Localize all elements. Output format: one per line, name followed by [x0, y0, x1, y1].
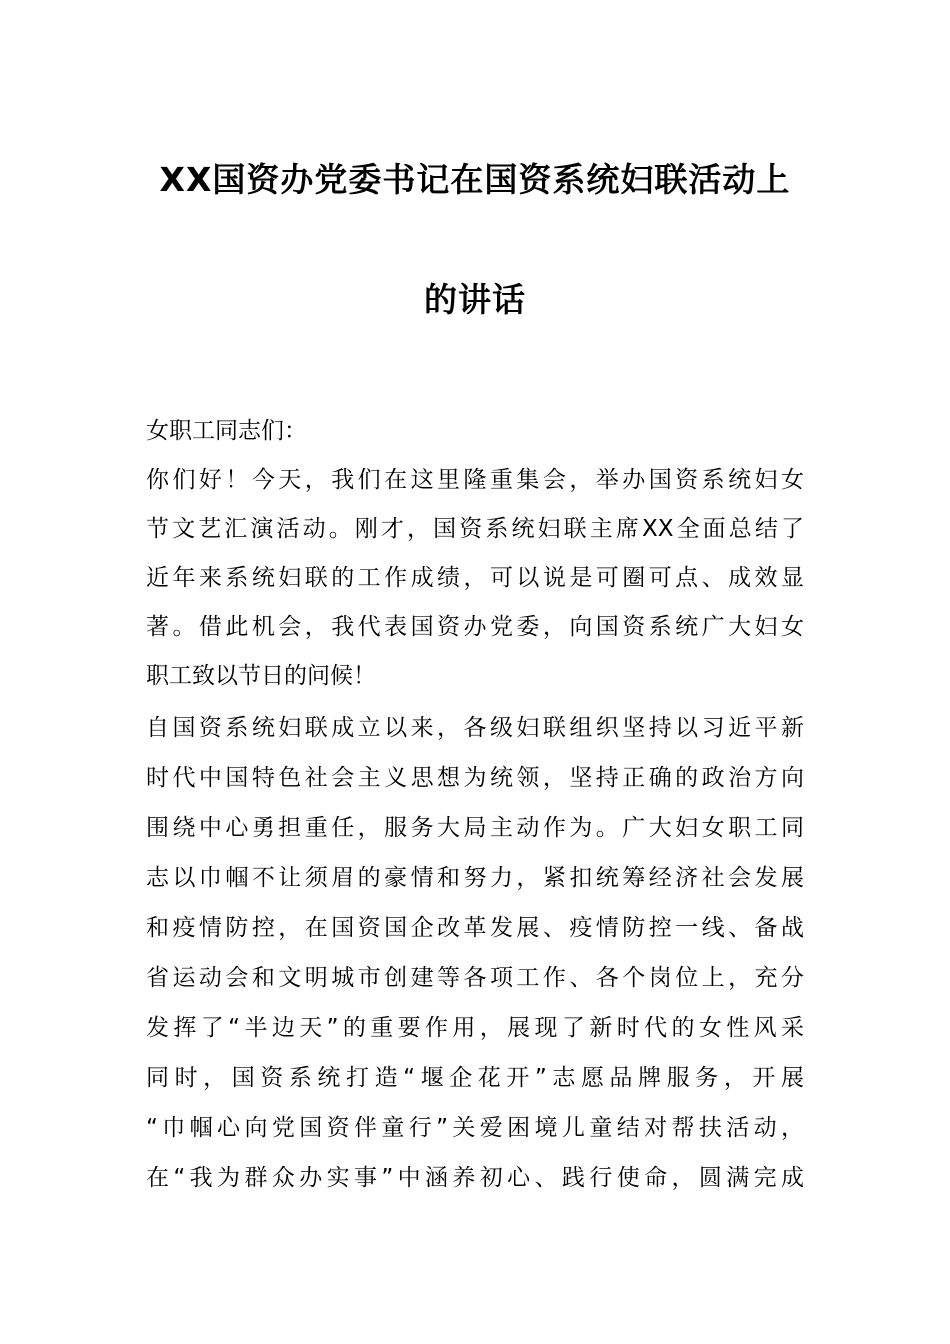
body-line: 在“我为群众办实事”中涵养初心、践行使命，圆满完成: [146, 1165, 804, 1191]
body-line: 和疫情防控，在国资国企改革发展、疫情防控一线、备战: [146, 915, 804, 941]
document-title-line-2: 的讲话: [424, 280, 526, 319]
body-line: 发挥了“半边天”的重要作用，展现了新时代的女性风采: [146, 1015, 804, 1041]
body-line: 节文艺汇演活动。刚才，国资系统妇联主席XX全面总结了: [146, 516, 804, 542]
body-line: 围绕中心勇担重任，服务大局主动作为。广大妇女职工同: [146, 815, 804, 841]
body-line: 职工致以节日的问候！: [146, 663, 376, 689]
body-line: 志以巾帼不让须眉的豪情和努力，紧扣统筹经济社会发展: [146, 865, 804, 891]
body-line: 你们好！今天，我们在这里隆重集会，举办国资系统妇女: [146, 467, 804, 493]
body-line: “巾帼心向党国资伴童行”关爱困境儿童结对帮扶活动，: [146, 1115, 804, 1141]
document-title-line-1: XX国资办党委书记在国资系统妇联活动上: [159, 160, 791, 199]
body-line: 时代中国特色社会主义思想为统领，坚持正确的政治方向: [146, 765, 804, 791]
salutation: 女职工同志们：: [146, 418, 307, 444]
body-line: 著。借此机会，我代表国资办党委，向国资系统广大妇女: [146, 614, 804, 640]
body-line: 自国资系统妇联成立以来，各级妇联组织坚持以习近平新: [146, 715, 804, 741]
body-line: 近年来系统妇联的工作成绩，可以说是可圈可点、成效显: [146, 565, 804, 591]
body-line: 同时，国资系统打造“堰企花开”志愿品牌服务，开展: [146, 1065, 804, 1091]
body-line: 省运动会和文明城市创建等各项工作、各个岗位上，充分: [146, 965, 804, 991]
